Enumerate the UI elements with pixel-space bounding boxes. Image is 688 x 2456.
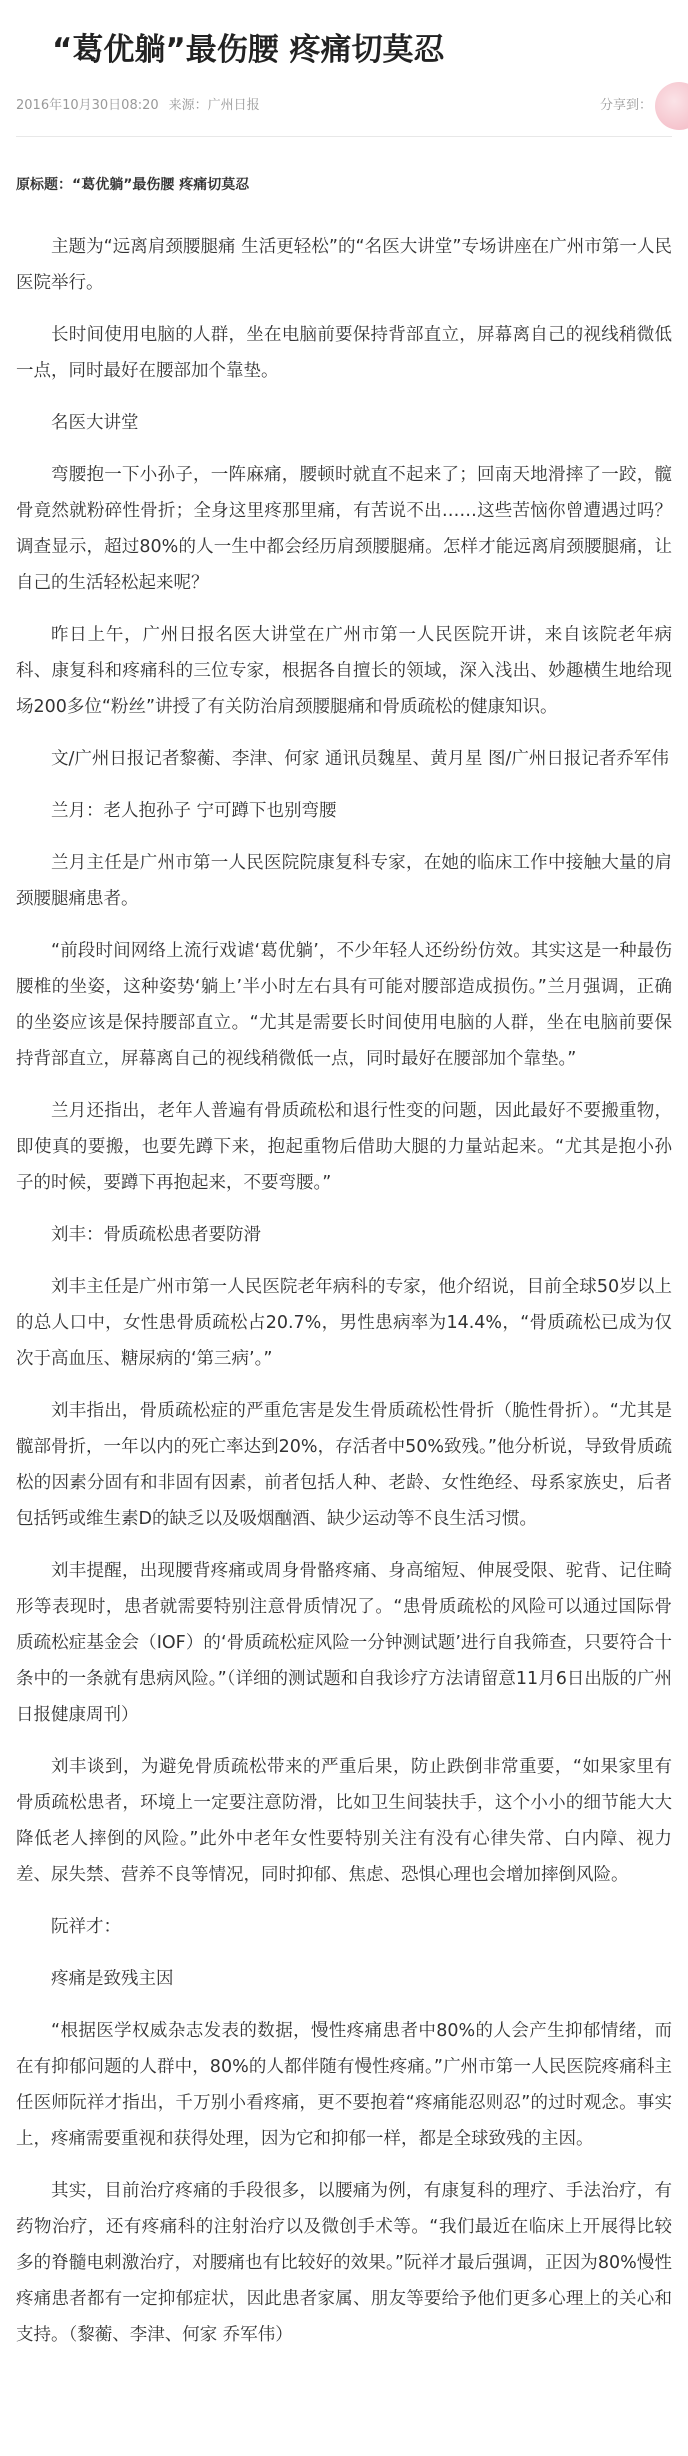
- article-source: 来源：广州日报: [168, 98, 260, 113]
- byline: 文/广州日报记者黎蘅、李津、何家 通讯员魏星、黄月星 图/广州日报记者乔军伟: [51, 749, 669, 769]
- section-heading: 刘丰：骨质疏松患者要防滑: [51, 1225, 261, 1245]
- paragraph: 其实，目前治疗疼痛的手段很多，以腰痛为例，有康复科的理疗、手法治疗，有药物治疗，还有疼痛科的注射治疗以及微创手术等。“我们最近在临床上开展得比较多的脊髓电刺激治疗，对腰痛也有比较好的效果。”阮祥才最后强调，正因为80%慢性疼痛患者都有一定抑郁症状，因此患者家属、朋友等要给予他们更多心理上的关心和支持。（黎蘅、李津、何家 乔军伟）: [16, 2181, 672, 2345]
- paragraph: 兰月主任是广州市第一人民医院院康复科专家，在她的临床工作中接触大量的肩颈腰腿痛患者。: [16, 853, 672, 909]
- share-button[interactable]: [655, 82, 688, 130]
- paragraph-summary: 长时间使用电脑的人群，坐在电脑前要保持背部直立，屏幕离自己的视线稍微低一点，同时最好在腰部加个靠垫。: [16, 325, 672, 381]
- section-heading: 兰月：老人抱孙子 宁可蹲下也别弯腰: [51, 801, 337, 821]
- publish-date: 2016年10月30日08:20: [16, 98, 159, 113]
- paragraph: 刘丰提醒，出现腰背疼痛或周身骨骼疼痛、身高缩短、伸展受限、驼背、记住畸形等表现时，患者就需要特别注意骨质情况了。“患骨质疏松的风险可以通过国际骨质疏松症基金会（IOF）的‘骨质疏松症风险一分钟测试题’进行自我筛查，只要符合十条中的一条就有患病风险。”（详细的测试题和自我诊疗方法请留意11月6日出版的广州日报健康周刊）: [16, 1561, 672, 1725]
- paragraph: 昨日上午，广州日报名医大讲堂在广州市第一人民医院开讲，来自该院老年病科、康复科和疼痛科的三位专家，根据各自擅长的领域，深入浅出、妙趣横生地给现场200多位“粉丝”讲授了有关防治肩颈腰腿痛和骨质疏松的健康知识。: [16, 625, 672, 717]
- original-title-text: “葛优躺”最伤腰 疼痛切莫忍: [72, 177, 250, 193]
- paragraph: 刘丰谈到，为避免骨质疏松带来的严重后果，防止跌倒非常重要，“如果家里有骨质疏松患者，环境上一定要注意防滑，比如卫生间装扶手，这个小小的细节能大大降低老人摔倒的风险。”此外中老年女性要特别关注有没有心律失常、白内障、视力差、尿失禁、营养不良等情况，同时抑郁、焦虑、恐惧心理也会增加摔倒风险。: [16, 1757, 672, 1885]
- share-label: 分享到：: [600, 98, 653, 113]
- original-title: [16, 173, 249, 197]
- original-title-label: 原标题：: [16, 177, 72, 193]
- paragraph-intro: 主题为“远离肩颈腰腿痛 生活更轻松”的“名医大讲堂”专场讲座在广州市第一人民医院举行。: [16, 237, 672, 293]
- section-heading: 名医大讲堂: [51, 413, 139, 433]
- paragraph: “前段时间网络上流行戏谑‘葛优躺’，不少年轻人还纷纷仿效。其实这是一种最伤腰椎的坐姿，这种姿势‘躺上’半小时左右具有可能对腰部造成损伤。”兰月强调，正确的坐姿应该是保持腰部直立。“尤其是需要长时间使用电脑的人群，坐在电脑前要保持背部直立，屏幕离自己的视线稍微低一点，同时最好在腰部加个靠垫。”: [16, 941, 672, 1069]
- section-heading: 疼痛是致残主因: [51, 1969, 174, 1989]
- header-divider: [16, 136, 672, 137]
- article-meta: [16, 96, 260, 116]
- section-heading: 阮祥才：: [51, 1917, 121, 1937]
- paragraph: “根据医学权威杂志发表的数据，慢性疼痛患者中80%的人会产生抑郁情绪，而在有抑郁问题的人群中，80%的人都伴随有慢性疼痛。”广州市第一人民医院疼痛科主任医师阮祥才指出，千万别小看疼痛，更不要抱着“疼痛能忍则忍”的过时观念。事实上，疼痛需要重视和获得处理，因为它和抑郁一样，都是全球致残的主因。: [16, 2021, 672, 2149]
- paragraph: 兰月还指出，老年人普遍有骨质疏松和退行性变的问题，因此最好不要搬重物，即使真的要搬，也要先蹲下来，抱起重物后借助大腿的力量站起来。“尤其是抱小孙子的时候，要蹲下再抱起来，不要弯腰。”: [16, 1101, 672, 1193]
- paragraph: 弯腰抱一下小孙子，一阵麻痛，腰顿时就直不起来了；回南天地滑摔了一跤，髋骨竟然就粉碎性骨折；全身这里疼那里痛，有苦说不出……这些苦恼你曾遭遇过吗？调查显示，超过80%的人一生中都会经历肩颈腰腿痛。怎样才能远离肩颈腰腿痛，让自己的生活轻松起来呢？: [16, 465, 672, 593]
- paragraph: 刘丰指出，骨质疏松症的严重危害是发生骨质疏松性骨折（脆性骨折）。“尤其是髋部骨折，一年以内的死亡率达到20%，存活者中50%致残。”他分析说，导致骨质疏松的因素分固有和非固有因素，前者包括人种、老龄、女性绝经、母系家族史，后者包括钙或维生素D的缺乏以及吸烟酗酒、缺少运动等不良生活习惯。: [16, 1401, 672, 1529]
- article-title: “葛优躺”最伤腰 疼痛切莫忍: [52, 32, 445, 68]
- article-body: [16, 229, 672, 2369]
- paragraph: 刘丰主任是广州市第一人民医院老年病科的专家，他介绍说，目前全球50岁以上的总人口中，女性患骨质疏松占20.7%，男性患病率为14.4%，“骨质疏松已成为仅次于高血压、糖尿病的‘第三病’。”: [16, 1277, 672, 1369]
- share-icon[interactable]: [655, 82, 688, 130]
